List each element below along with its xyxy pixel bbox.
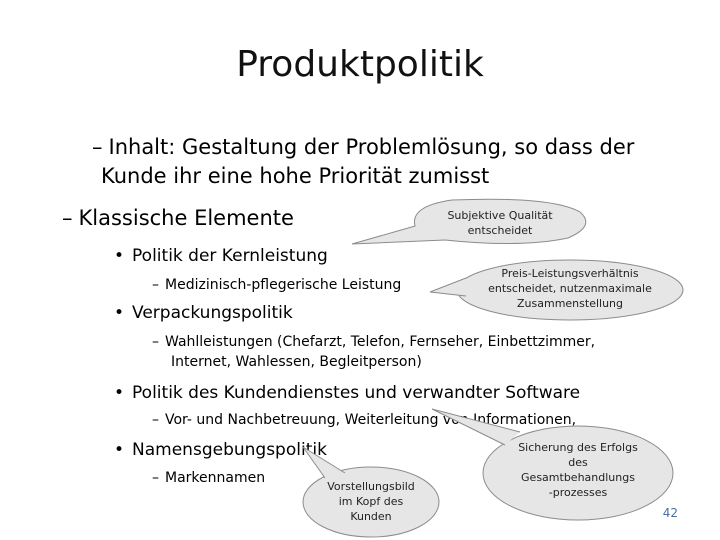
callout-line: -prozesses xyxy=(548,486,608,499)
bullet-verpackung-text: Verpackungspolitik xyxy=(132,303,293,323)
dash-marker: – xyxy=(152,277,159,293)
sub-namensgebung-text: Markennamen xyxy=(165,470,266,486)
callout-line: Zusammenstellung xyxy=(517,297,623,310)
sub-kernleistung-text: Medizinisch-pflegerische Leistung xyxy=(165,277,402,293)
callout-erfolg-text xyxy=(498,440,658,500)
callout-line: entscheidet xyxy=(467,224,533,237)
callout-bild-tail xyxy=(303,447,345,478)
callout-line: Preis-Leistungsverhältnis xyxy=(501,267,639,280)
bullet-dot: • xyxy=(114,383,125,403)
slide-title: Produktpolitik xyxy=(236,44,484,85)
callout-line: Sicherung des Erfolgs xyxy=(518,441,638,454)
callout-line: entscheidet, nutzenmaximale xyxy=(488,282,652,295)
callout-preis-tail xyxy=(430,278,466,296)
callout-preis-text xyxy=(470,266,670,311)
callout-qualitaet-text xyxy=(420,208,580,238)
callout-line: Kunden xyxy=(350,510,392,523)
dash-marker: – xyxy=(152,470,159,486)
bullet-inhalt-cont: Kunde ihr eine hohe Priorität zumisst xyxy=(101,164,490,188)
callout-line: Subjektive Qualität xyxy=(447,209,553,222)
page-number: 42 xyxy=(662,506,678,520)
dash-marker: – xyxy=(152,412,159,428)
bullet-inhalt-text: Inhalt: Gestaltung der Problemlösung, so dass der xyxy=(108,135,635,159)
bullet-kundendienst-text: Politik des Kundendienstes und verwandter Software xyxy=(132,383,581,403)
bullet-dot: • xyxy=(114,440,125,460)
bullet-namensgebung-text: Namensgebungspolitik xyxy=(132,440,327,460)
sub-kundendienst-text: Vor- und Nachbetreuung, Weiterleitung von Informationen, xyxy=(165,412,577,428)
bullet-dot: • xyxy=(114,303,125,323)
bullet-elemente-text: Klassische Elemente xyxy=(78,206,294,230)
dash-marker: – xyxy=(152,334,159,350)
sub-verpackung-text: Wahlleistungen (Chefarzt, Telefon, Fernseher, Einbettzimmer, xyxy=(165,334,596,350)
bullet-dot: • xyxy=(114,246,125,266)
sub-verpackung-cont: Internet, Wahlessen, Begleitperson) xyxy=(171,354,422,370)
callout-line: Vorstellungsbild xyxy=(327,480,415,493)
callout-line: Gesamtbehandlungs xyxy=(521,471,635,484)
callout-line: im Kopf des xyxy=(338,495,404,508)
callout-line: des xyxy=(568,456,588,469)
dash-marker: – xyxy=(62,206,73,230)
dash-marker: – xyxy=(92,135,103,159)
callout-bild-text xyxy=(311,479,431,524)
bullet-kernleistung-text: Politik der Kernleistung xyxy=(132,246,328,266)
